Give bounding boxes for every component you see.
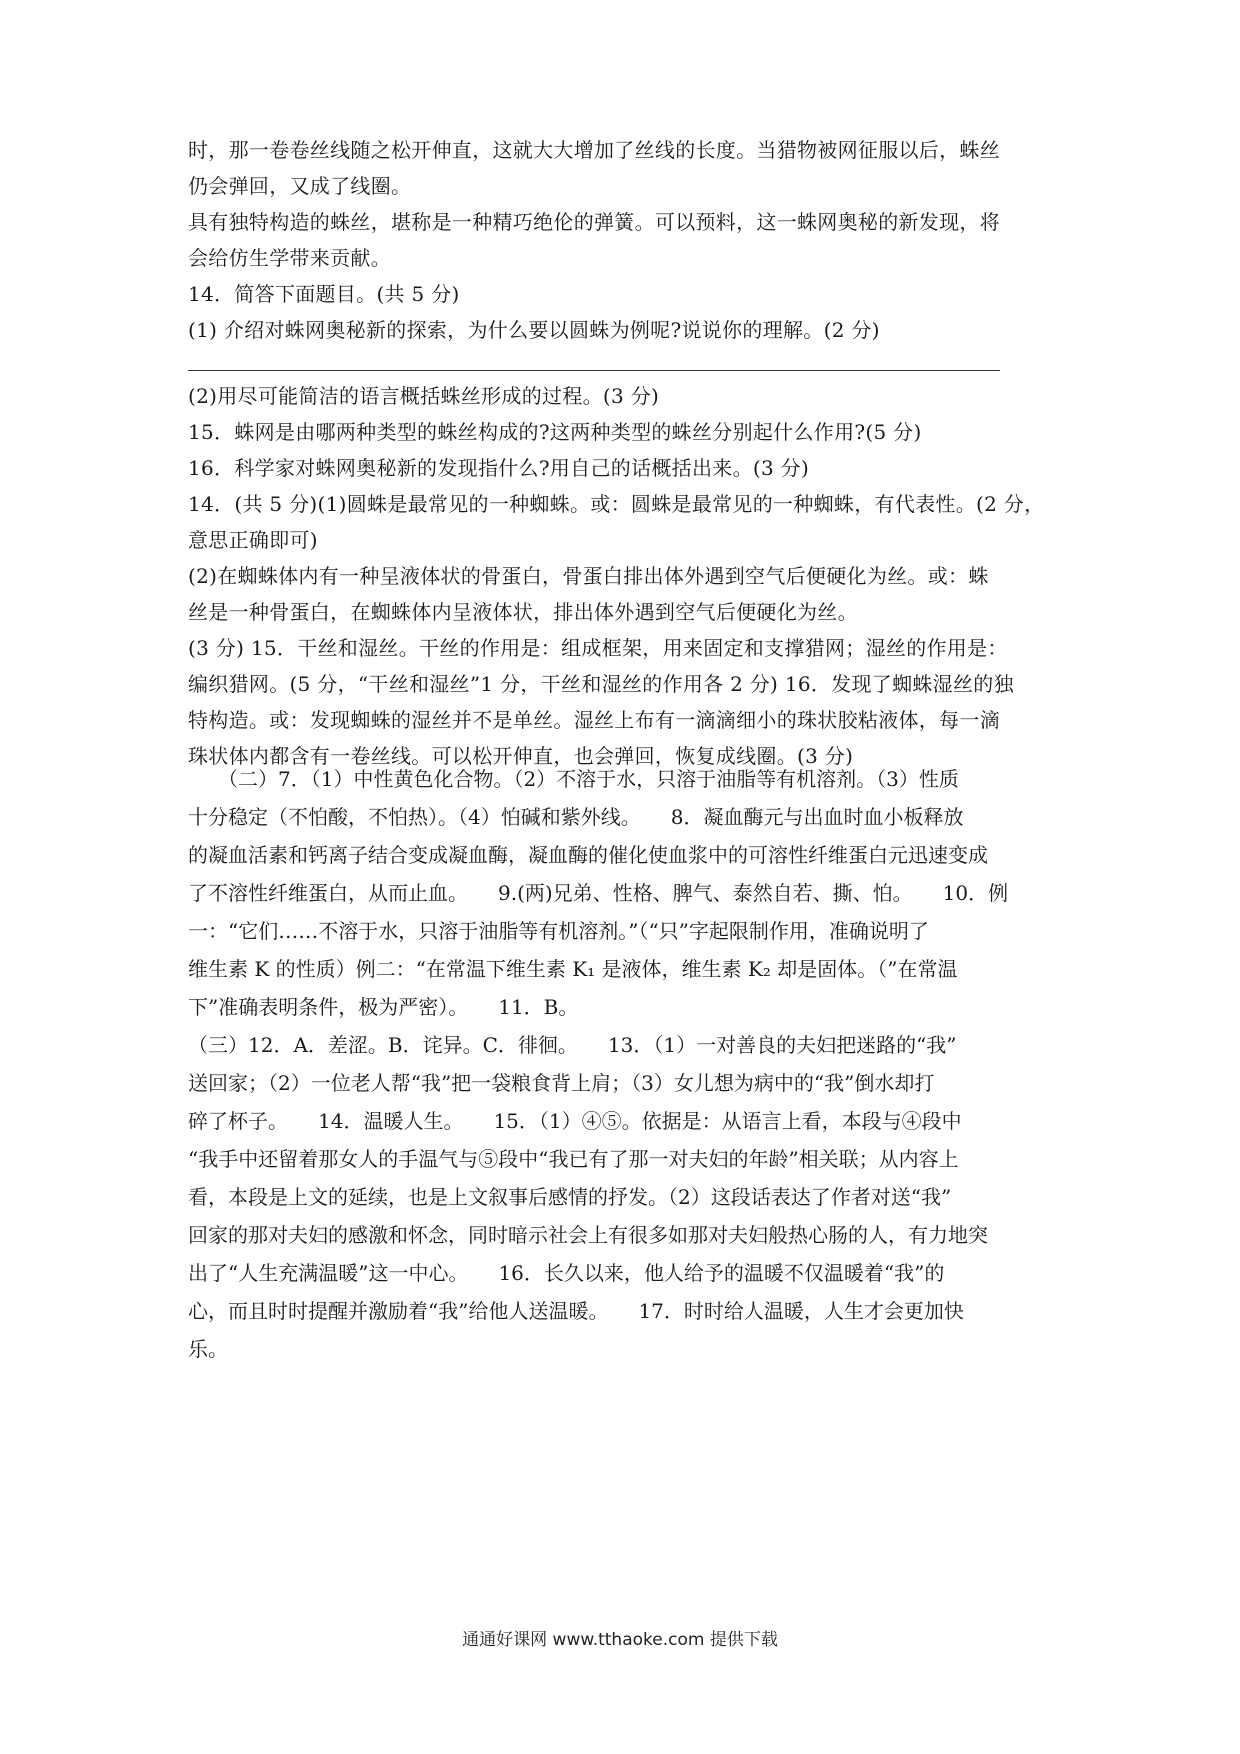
answer-line: 送回家；（2）一位老人帮“我”把一袋粮食背上肩；（3）女儿想为病中的“我”倒水却打 — [188, 1071, 935, 1095]
passage-line: 仍会弹回，又成了线圈。 — [188, 174, 412, 198]
answer-line: 心，而且时时提醒并激励着“我”给他人送温暖。 17．时时给人温暖，人生才会更加快 — [188, 1299, 964, 1323]
answer-line: 乐。 — [188, 1337, 228, 1361]
passage-block — [188, 132, 1058, 348]
answer-line: “我手中还留着那女人的手温气与⑤段中“我已有了那一对夫妇的年龄”相关联；从内容上 — [188, 1147, 959, 1171]
answer-line: 十分稳定（不怕酸，不怕热）。（4）怕碱和紫外线。 8．凝血酶元与出血时血小板释放 — [188, 805, 964, 829]
answer-line: 碎了杯子。 14．温暖人生。 15．（1）④⑤。依据是：从语言上看，本段与④段中 — [188, 1109, 962, 1133]
answer-line: (3 分) 15．干丝和湿丝。干丝的作用是：组成框架，用来固定和支撑猎网；湿丝的作用是： — [188, 636, 1008, 660]
answer-line: 一：“它们……不溶于水，只溶于油脂等有机溶剂。”（“只”字起限制作用，准确说明了 — [188, 919, 929, 943]
answer-line: 14．(共 5 分)(1)圆蛛是最常见的一种蜘蛛。或：圆蛛是最常见的一种蜘蛛，有代表性。(2 分， — [188, 492, 1045, 516]
passage-line: 会给仿生学带来贡献。 — [188, 246, 391, 270]
question-line: 15．蛛网是由哪两种类型的蛛丝构成的?这两种类型的蛛丝分别起什么作用?(5 分) — [188, 420, 922, 444]
answer-line: 的凝血活素和钙离子结合变成凝血酶，凝血酶的催化使血浆中的可溶性纤维蛋白元迅速变成 — [188, 843, 988, 867]
page-footer: 通通好课网 www.tthaoke.com 提供下载 — [462, 1630, 778, 1650]
answer-line: 丝是一种骨蛋白，在蜘蛛体内呈液体状，排出体外遇到空气后便硬化为丝。 — [188, 600, 858, 624]
answer-blank-line — [188, 370, 1000, 371]
question-line: 16．科学家对蛛网奥秘新的发现指什么?用自己的话概括出来。(3 分) — [188, 456, 810, 480]
question-heading: 14．简答下面题目。(共 5 分) — [188, 282, 460, 306]
answer-line: 编织猎网。(5 分，“干丝和湿丝”1 分，干丝和湿丝的作用各 2 分) 16．发现了蜘蛛湿丝的独 — [188, 672, 1014, 696]
answer-line: 维生素 K 的性质）例二：“在常温下维生素 K₁ 是液体，维生素 K₂ 却是固体。（”在常温 — [188, 957, 958, 981]
answers-block — [188, 760, 1058, 1368]
answer-line: 回家的那对夫妇的感激和怀念，同时暗示社会上有很多如那对夫妇般热心肠的人，有力地突 — [188, 1223, 988, 1247]
answer-line: 意思正确即可) — [188, 528, 318, 552]
passage-line: 具有独特构造的蛛丝，堪称是一种精巧绝伦的弹簧。可以预料，这一蛛网奥秘的新发现，将 — [188, 210, 1000, 234]
answer-line: 珠状体内都含有一卷丝线。可以松开伸直，也会弹回，恢复成线圈。(3 分) — [188, 744, 854, 768]
answer-line: （二）7．（1）中性黄色化合物。（2）不溶于水，只溶于油脂等有机溶剂。（3）性质 — [188, 767, 959, 791]
passage-line: 时，那一卷卷丝线随之松开伸直，这就大大增加了丝线的长度。当猎物被网征服以后，蛛丝 — [188, 138, 1000, 162]
questions-block — [188, 378, 1058, 774]
answer-line: 特构造。或：发现蜘蛛的湿丝并不是单丝。湿丝上布有一滴滴细小的珠状胶粘液体，每一滴 — [188, 708, 1000, 732]
answer-line: 出了“人生充满温暖”这一中心。 16．长久以来，他人给予的温暖不仅温暖着“我”的 — [188, 1261, 945, 1285]
question-line: (1) 介绍对蛛网奥秘新的探索，为什么要以圆蛛为例呢?说说你的理解。(2 分) — [188, 318, 880, 342]
question-line: (2)用尽可能简洁的语言概括蛛丝形成的过程。(3 分) — [188, 384, 660, 408]
answer-line: 看，本段是上文的延续，也是上文叙事后感情的抒发。（2）这段话表达了作者对送“我” — [188, 1185, 952, 1209]
answer-line: 了不溶性纤维蛋白，从而止血。 9.(两)兄弟、性格、脾气、泰然自若、撕、怕。 10．例 — [188, 881, 1009, 905]
answer-line: 下”准确表明条件，极为严密）。 11．B。 — [188, 995, 579, 1019]
answer-line: （三）12．A．差涩。B．诧异。C．徘徊。 13．（1）一对善良的夫妇把迷路的“我” — [188, 1033, 957, 1057]
answer-line: (2)在蜘蛛体内有一种呈液体状的骨蛋白，骨蛋白排出体外遇到空气后便硬化为丝。或：蛛 — [188, 564, 989, 588]
